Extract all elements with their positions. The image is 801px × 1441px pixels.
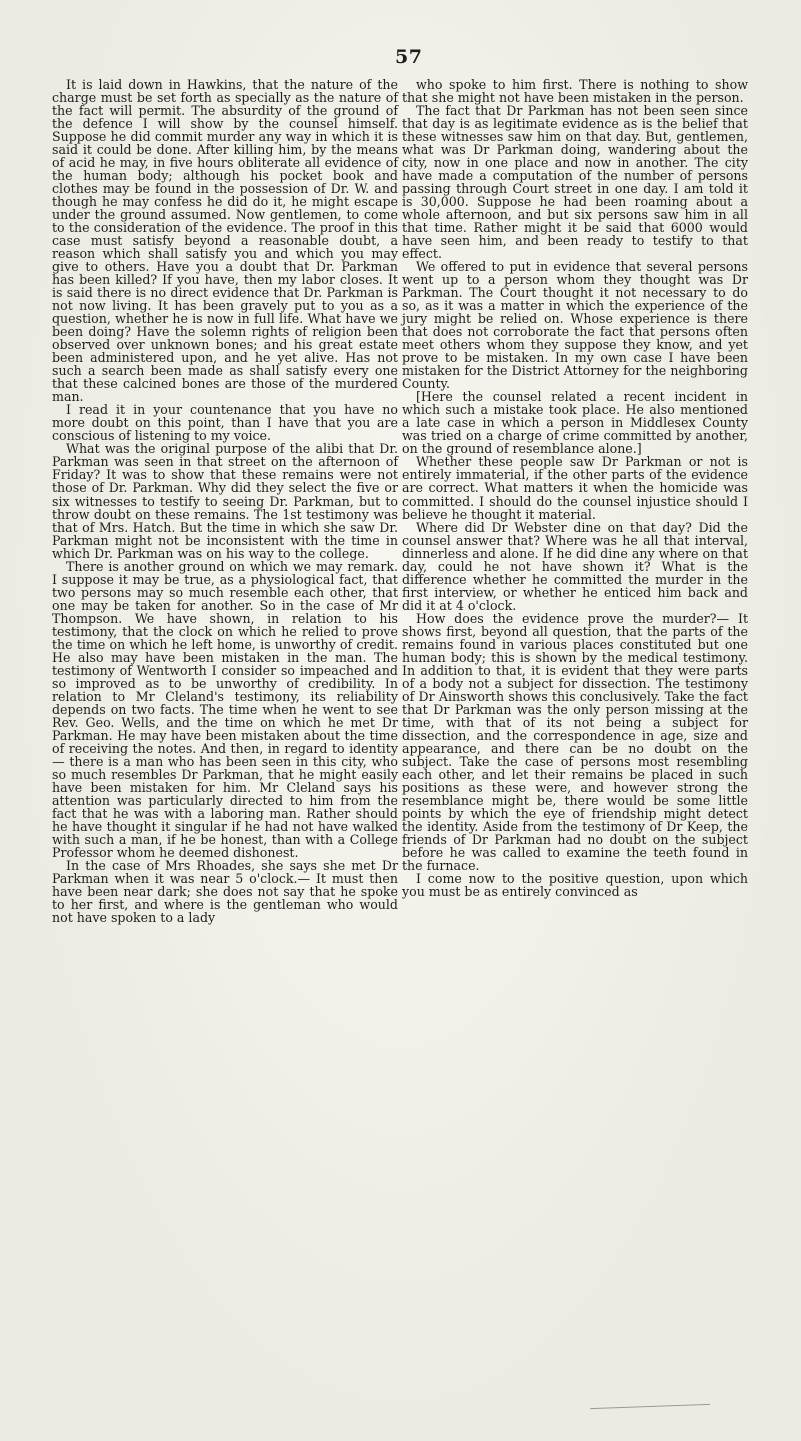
paragraph: There is another ground on which we may remark. I suppose it may be true, as a physiological fact, that two persons may so much resemble each other, that one may be taken for another. So in the case of Mr Thompson. We have shown, in relation to his testimony, that the clock on which he relied to prove the time on which he left home, is unworthy of credit. He also may have been mistaken in the man. The testimony of Wentworth I consider so impeached and so improved as to be unworthy of credibility. In relation to Mr Cleland's testimony, its reliability depends on two facts. The time when he went to see Rev. Geo. Wells, and the time on which he met Dr Parkman. He may have been mistaken about the time of receiving the notes. And then, in regard to identity— there is a man who has been seen in this city, who so much resembles Dr Parkman, that he might easily have been mistaken for him. Mr Cleland says his attention was particularly directed to him from the fact that he was with a laboring man. Rather should he have thought it singular if he had not have walked with such a man, if he be honest, than with a College Professor whom he deemed dishonest.: [52, 558, 398, 860]
paragraph: What was the original purpose of the alibi that Dr. Parkman was seen in that street on the afternoon of Friday? It was to show that these remains were not those of Dr. Parkman. Why did they select the five or six witnesses to testify to seeing Dr. Parkman, but to throw doubt on these remains. The 1st testimony was that of Mrs. Hatch. But the time in which she saw Dr. Parkman might not be inconsistent with the time in which Dr. Parkman was on his way to the college.: [52, 441, 398, 561]
page-edge-mark: [590, 1404, 710, 1409]
paragraph: We offered to put in evidence that several persons went up to a person whom they thought was Dr Parkman. The Court thought it not necessary to do so, as it was a matter in which the experience of the jury might be relied on. Whose experience is there that does not corroborate the fact that persons often meet others whom they suppose they know, and yet prove to be mistaken. In my own case I have been mistaken for the District Attorney for the neighboring County.: [402, 259, 748, 392]
paragraph: Where did Dr Webster dine on that day? Did the counsel answer that? Where was he all that interval, dinnerless and alone. If he did dine any where on that day, could he not have shown it? What is the difference whether he committed the murder in the first interview, or whether he enticed him back and did it at 4 o'clock.: [402, 519, 748, 613]
page-number: 57: [395, 46, 423, 68]
paragraph: In the case of Mrs Rhoades, she says she met Dr Parkman when it was near 5 o'clock.— It must then have been near dark; she does not say that he spoke to her first, and where is the gentleman who would not have spoken to a lady: [52, 857, 398, 925]
paragraph: How does the evidence prove the murder?— It shows first, beyond all question, that the parts of the remains found in various places constituted but one human body; this is shown by the medical testimony. In addition to that, it is evident that they were parts of a body not a subject for dissection. The testimony of Dr Ainsworth shows this conclusively. Take the fact that Dr Parkman was the only person missing at the time, with that of its not being a subject for dissection, and the correspondence in age, size and appearance, and there can be no doubt on the subject. Take the case of persons most resembling each other, and let their remains be placed in such positions as these were, and however strong the resemblance might be, there would be some little points by which the eye of friendship might detect the identity. Aside from the testimony of Dr Keep, the friends of Dr Parkman had no doubt on the subject before he was called to examine the teeth found in the furnace.: [402, 610, 748, 873]
paragraph: I read it in your countenance that you have no more doubt on this point, than I have that you are conscious of listening to my voice.: [52, 402, 398, 444]
paragraph: [Here the counsel related a recent incident in which such a mistake took place. He also mentioned a late case in which a person in Middlesex County was tried on a charge of crime committed by another, on the ground of resemblance alone.]: [402, 389, 748, 457]
paragraph: Whether these people saw Dr Parkman or not is entirely immaterial, if the other parts of the evidence are correct. What matters it when the homicide was committed. I should do the counsel injustice should I believe he thought it material.: [402, 454, 748, 522]
right-column: [402, 78, 748, 898]
paragraph: It is laid down in Hawkins, that the nature of the charge must be set forth as specially as the nature of the fact will permit. The absurdity of the ground of the defence I will show by the counsel himself. Suppose he did commit murder any way in which it is said it could be done. After killing him, by the means of acid he may, in five hours obliterate all evidence of the human body; although his pocket book and clothes may be found in the possession of Dr. W. and though he may confess he did do it, he might escape under the ground assumed. Now gentlemen, to come to the consideration of the evidence. The proof in this case must satisfy beyond a reasonable doubt, a reason which shall satisfy you and which you may give to others. Have you a doubt that Dr. Parkman has been killed? If you have, then my labor closes. It is said there is no direct evidence that Dr. Parkman is not now living. It has been gravely put to you as a question, whether he is now in full life. What have we been doing? Have the solemn rights of religion been observed over unknown bones; and his great estate been administered upon, and he yet alive. Has not such a search been made as shall satisfy every one that these calcined bones are those of the murdered man.: [52, 77, 398, 405]
paragraph: The fact that Dr Parkman has not been seen since that day is as legitimate evidence as is the belief that these witnesses saw him on that day. But, gentlemen, what was Dr Parkman doing, wandering about the city, now in one place and now in another. The city have made a computation of the number of persons passing through Court street in one day. I am told it is 30,000. Suppose he had been roaming about a whole afternoon, and but six persons saw him in all that time. Rather might it be said that 6000 would have seen him, and been ready to testify to that effect.: [402, 103, 748, 262]
left-column: [52, 78, 398, 924]
paragraph: who spoke to him first. There is nothing to show that she might not have been mistaken in the person.: [402, 77, 748, 106]
paragraph: I come now to the positive question, upon which you must be as entirely convinced as: [402, 870, 748, 899]
